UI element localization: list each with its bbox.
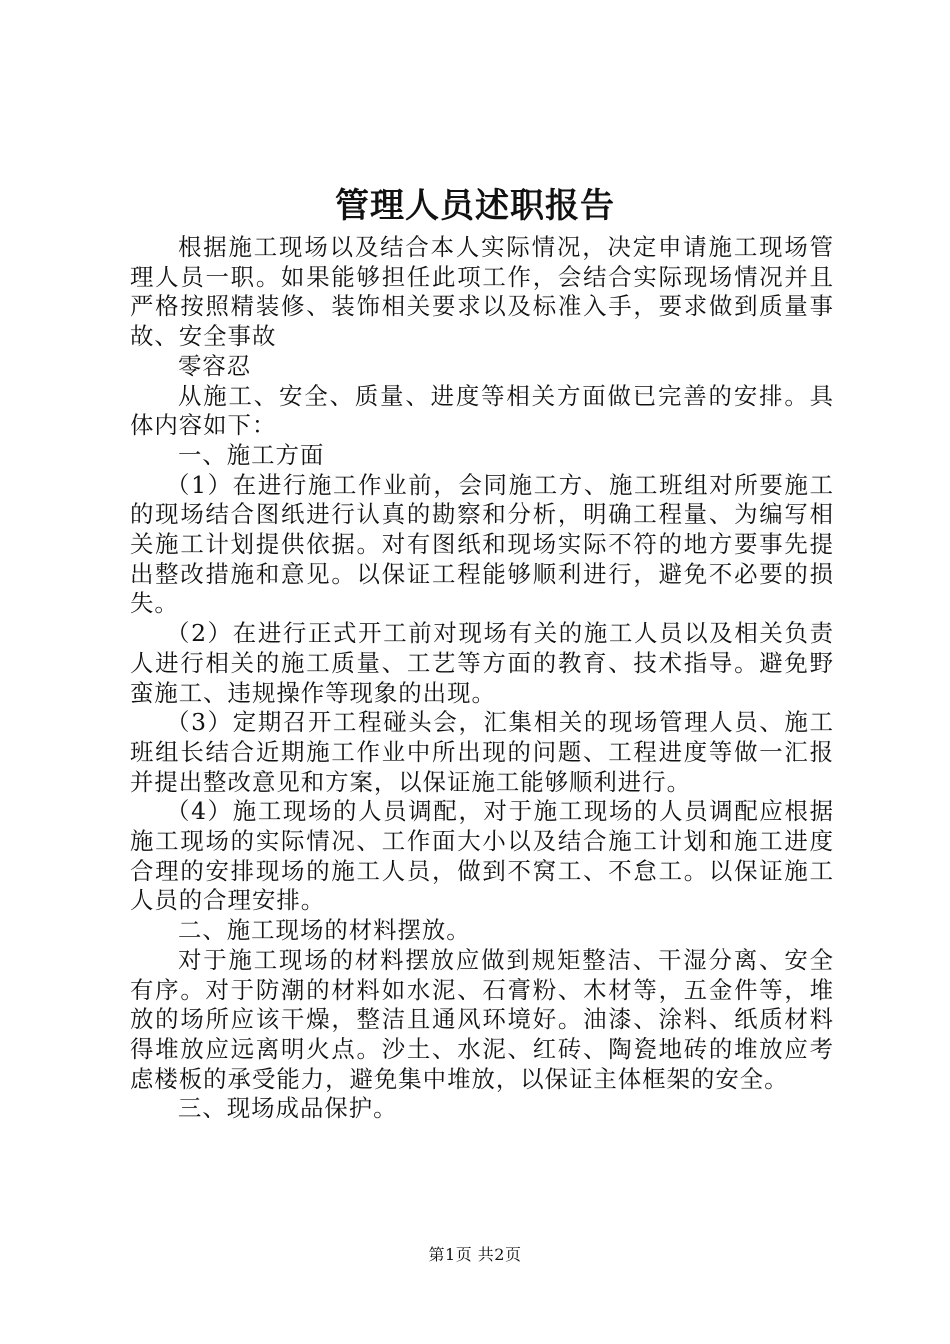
document-body	[130, 233, 834, 1124]
paragraph-item-3: （3）定期召开工程碰头会，汇集相关的现场管理人员、施工班组长结合近期施工作业中所出现的问题、工程进度等做一汇报并提出整改意见和方案，以保证施工能够顺利进行。	[130, 708, 834, 796]
page-number-footer: 第1页 共2页	[428, 1245, 522, 1264]
section-heading-materials: 二、施工现场的材料摆放。	[178, 916, 471, 945]
section-heading-construction: 一、施工方面	[178, 440, 325, 469]
paragraph-materials: 对于施工现场的材料摆放应做到规矩整洁、干湿分离、安全有序。对于防潮的材料如水泥、石膏粉、木材等，五金件等，堆放的场所应该干燥，整洁且通风环境好。油漆、涂料、纸质材料得堆放应远离明火点。沙土、水泥、红砖、陶瓷地砖的堆放应考虑楼板的承受能力，避免集中堆放，以保证主体框架的安全。	[130, 945, 834, 1093]
section-heading-protection: 三、现场成品保护。	[178, 1094, 398, 1123]
paragraph-arrangement: 从施工、安全、质量、进度等相关方面做已完善的安排。具体内容如下：	[130, 381, 834, 440]
paragraph-zero-tolerance: 零容忍	[178, 351, 252, 380]
paragraph-item-4: （4）施工现场的人员调配，对于施工现场的人员调配应根据施工现场的实际情况、工作面大小以及结合施工计划和施工进度合理的安排现场的施工人员，做到不窝工、不怠工。以保证施工人员的合理安排。	[130, 797, 834, 915]
paragraph-item-2: （2）在进行正式开工前对现场有关的施工人员以及相关负责人进行相关的施工质量、工艺等方面的教育、技术指导。避免野蛮施工、违规操作等现象的出现。	[130, 619, 834, 707]
paragraph-item-1: （1）在进行施工作业前，会同施工方、施工班组对所要施工的现场结合图纸进行认真的勘察和分析，明确工程量、为编写相关施工计划提供依据。对有图纸和现场实际不符的地方要事先提出整改措施和意见。以保证工程能够顺利进行，避免不必要的损失。	[130, 470, 834, 618]
page-title: 管理人员述职报告	[335, 186, 615, 226]
paragraph-intro: 根据施工现场以及结合本人实际情况，决定申请施工现场管理人员一职。如果能够担任此项工作，会结合实际现场情况并且严格按照精装修、装饰相关要求以及标准入手，要求做到质量事故、安全事故	[130, 233, 834, 351]
